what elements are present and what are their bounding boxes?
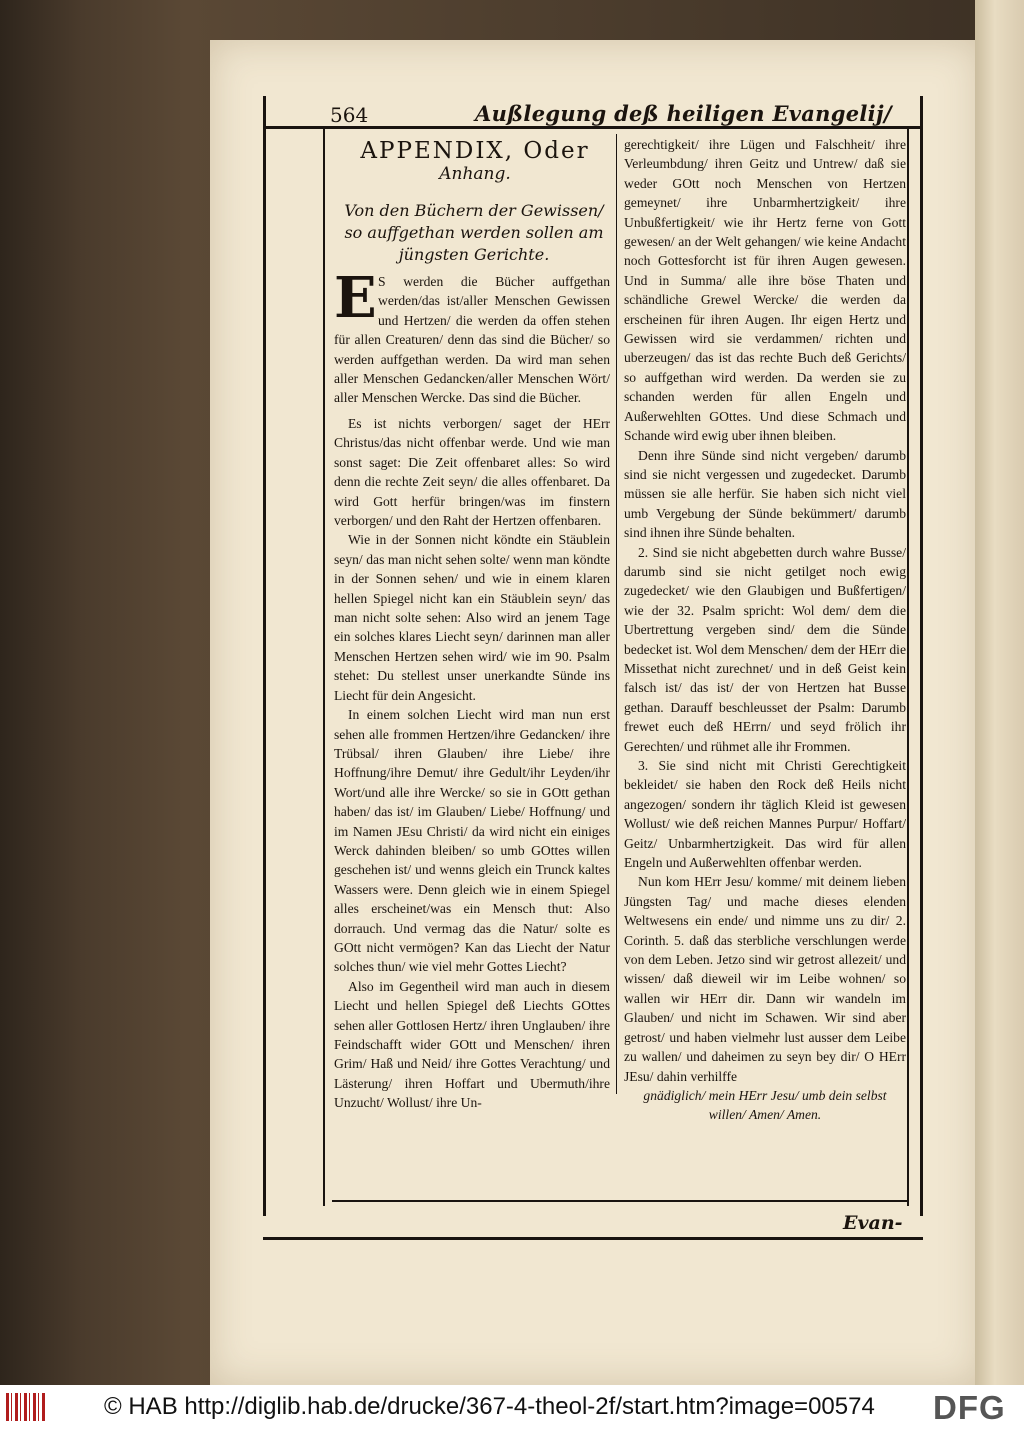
paragraph: Es ist nichts verborgen/ saget der HErr Christus/das nicht offenbar werde. Und wie man sonst saget: Die Zeit offenbaret alles: So wird denn die rechte Zeit seyn/ die alles offenbaret. Da wird Gott herfür bringen/was im finstern verborgen/ und den Raht der Hertzen offenbaren. [334,416,610,529]
paragraph: 2. Sind sie nicht abgebetten durch wahre Busse/ darumb sind sie nicht getilget noch ewig zugedecket/ wie den Glaubigen und Bußfertigen/ wie der 32. Psalm spricht: Wol dem/ dem die Ubertrettung vergeben sind/ dem die Sünde bedecket ist. Wol dem Menschen/ dem der HErr die Missethat nicht zurechnet/ und in deß Geist kein falsch ist/ das ist/ der von Hertzen hat Busse gethan. Darauff beschleusset der Psalm: Darumb frewet euch deß HErrn/ und seyd frölich ihr Gerechten/ und rühmet alle ihr Frommen. [624,544,906,754]
inner-frame-rule-left [323,128,325,1206]
footer-rule [332,1200,907,1202]
source-link[interactable]: © HAB http://diglib.hab.de/drucke/367-4-theol-2f/start.htm?image=00574 [104,1393,875,1420]
paragraph: S werden die Bücher auffgethan werden/das ist/aller Menschen Gewissen und Hertzen/ die werden da offen stehen für allen Creaturen/ denn das sind die Bücher/ so werden auffgethan werden. Da wird man sehen aller Menschen Gedancken/aller Menschen Wört/ aller Menschen Wercke. Das sind die Bücher. [334,274,610,406]
viewer-footer [0,1385,1024,1429]
left-column-opening [334,272,610,408]
paragraph: gerechtigkeit/ ihre Lügen und Falschheit/ ihre Verleumbdung/ ihren Geitz und Untrew/ daß sie weder GOtt noch Menschen von Hertzen gemeynet/ ihre Unbarmhertzigkeit/ ihre Unbußfertigkeit/ wie ihr Hertz ferne von Gott gewesen/ an der Welt gehangen/ wie keine Andacht noch Gottesforcht ist für ihren Augen gewesen. Und in Summa/ alle ihre böse Thaten und schändliche Grewel Wercke/ die werden da erscheinen für ihren Augen. Ihr eigen Hertz und Gewissen wird sie verdammen/ richten und uberzeugen/ das ist das rechte Buch deß Gerichts/ so auffgethan wird werden. Da werden sie zu schanden werden für allen Engeln und Außerwehlten GOttes. Und diese Schmach und Schande wird ewig uber ihnen bleiben. [624,137,906,444]
inner-frame-rule-right [907,128,909,1206]
barcode-icon [6,1393,46,1421]
paragraph: Denn ihre Sünde sind nicht vergeben/ darumb sind sie nicht vergessen und zugedecket. Darumb müssen sie alle herfür. Sie haben sich nicht viel umb Vergebung der Sünde bekümmert/ darumb sind ihnen ihre Sünde behalten. [624,447,906,541]
column-divider [616,134,617,1094]
facing-page-edge [975,0,1024,1385]
appendix-title: APPENDIX, Oder [360,138,590,164]
paragraph: Nun kom HErr Jesu/ komme/ mit deinem lieben Jüngsten Tag/ und mache dieses elenden Weltwesens ein ende/ und nimme uns zu dir/ 2. Corinth. 5. daß das sterbliche verschlungen werde von dem Leben. Jetzo sind wir getrost allezeit/ und wissen/ daß dieweil wir im Leibe wohnen/ so wallen wir HErr dir. Dann wir wandeln im Glauben/ und nicht im Schawen. Wir sind aber getrost/ und haben vielmehr lust ausser dem Leibe zu wallen/ und daheimen zu seyn bey dir/ O HErr JEsu/ dahin verhilffe [624,874,906,1084]
drop-cap-space [334,272,378,330]
page-number: 564 [330,103,369,127]
paragraph: Wie in der Sonnen nicht köndte ein Stäublein seyn/ das man nicht sehen solte/ wenn man köndte in der Sonnen sehen/ und wie in einem klaren hellen Spiegel nicht kan ein Stäublein seyn/ das man nicht solte sehen: Also wird an jenem Tage ein solches klares Liecht seyn/ darinnen man aller Menschen Hertzen sehen wird/ wie im 90. Psalm stehet: Du stellest unser unerkandte Sünde ins Liecht für dein Angesicht. [334,532,610,703]
paragraph: 3. Sie sind nicht mit Christi Gerechtigkeit bekleidet/ sie haben den Rock deß Heils nicht angezogen/ sondern ihr täglich Kleid ist gewesen Wollust/ wie deß reichen Mannes Purpur/ Hoffart/ Geitz/ Unbarmhertzigkeit. Das wird für allen Engeln und Außerwehlten offenbar werden. [624,758,906,871]
section-heading: Von den Büchern der Gewissen/ so auffgethan werden sollen am jüngsten Gerichte. [344,201,604,264]
paragraph: Also im Gegentheil wird man auch in diesem Liecht und hellen Spiegel deß Liechts GOttes sehen aller Gottlosen Hertz/ ihren Unglauben/ ihre Feindschafft wider GOtt und Menschen/ ihren Grim/ Haß und Neid/ ihre Gottes Verachtung/ und Lästerung/ ihren Hoffart und Ubermuth/ihre Unzucht/ Wollust/ ihre Un- [334,978,610,1111]
closing-line: gnädiglich/ mein HErr Jesu/ umb dein selbst willen/ Amen/ Amen. [643,1087,887,1123]
left-column [334,414,610,1113]
catchword: Evan- [843,1212,903,1234]
appendix-subtitle: Anhang. [439,164,511,184]
drop-cap: E [334,265,377,331]
bottom-rule [263,1237,923,1240]
dfg-logo: DFG [933,1389,1006,1426]
paragraph: In einem solchen Liecht wird man nun erst sehen alle frommen Hertzen/ihre Gedancken/ ihre Trübsal/ ihren Glauben/ ihre Liebe/ ihre Hoffnung/ihre Demut/ ihre Gedult/ihr Leyden/ihr Wort/und alle ihre Wercke/ so sie in GOtt gethan haben/ das ist/ im Glauben/ Liebe/ Hoffnung/ und im Namen JEsu Christi/ da wird nicht ein einiges Werck dahinden bleiben/ so umb GOttes willen geschehen ist/ und wenns gleich ein Trunck kaltes Wassers were. Denn gleich wie in einem Spiegel alles erscheinet/was ein Mensch thut: Also dorrauch. Und vermag das die Natur/ solte es GOtt nicht vermögen? Kan das Liecht der Natur solches thun/ wie viel mehr Gottes Liecht? [334,707,610,975]
right-column [624,135,906,1125]
running-title: Außlegung deß heiligen Evangelij/ [475,101,892,126]
